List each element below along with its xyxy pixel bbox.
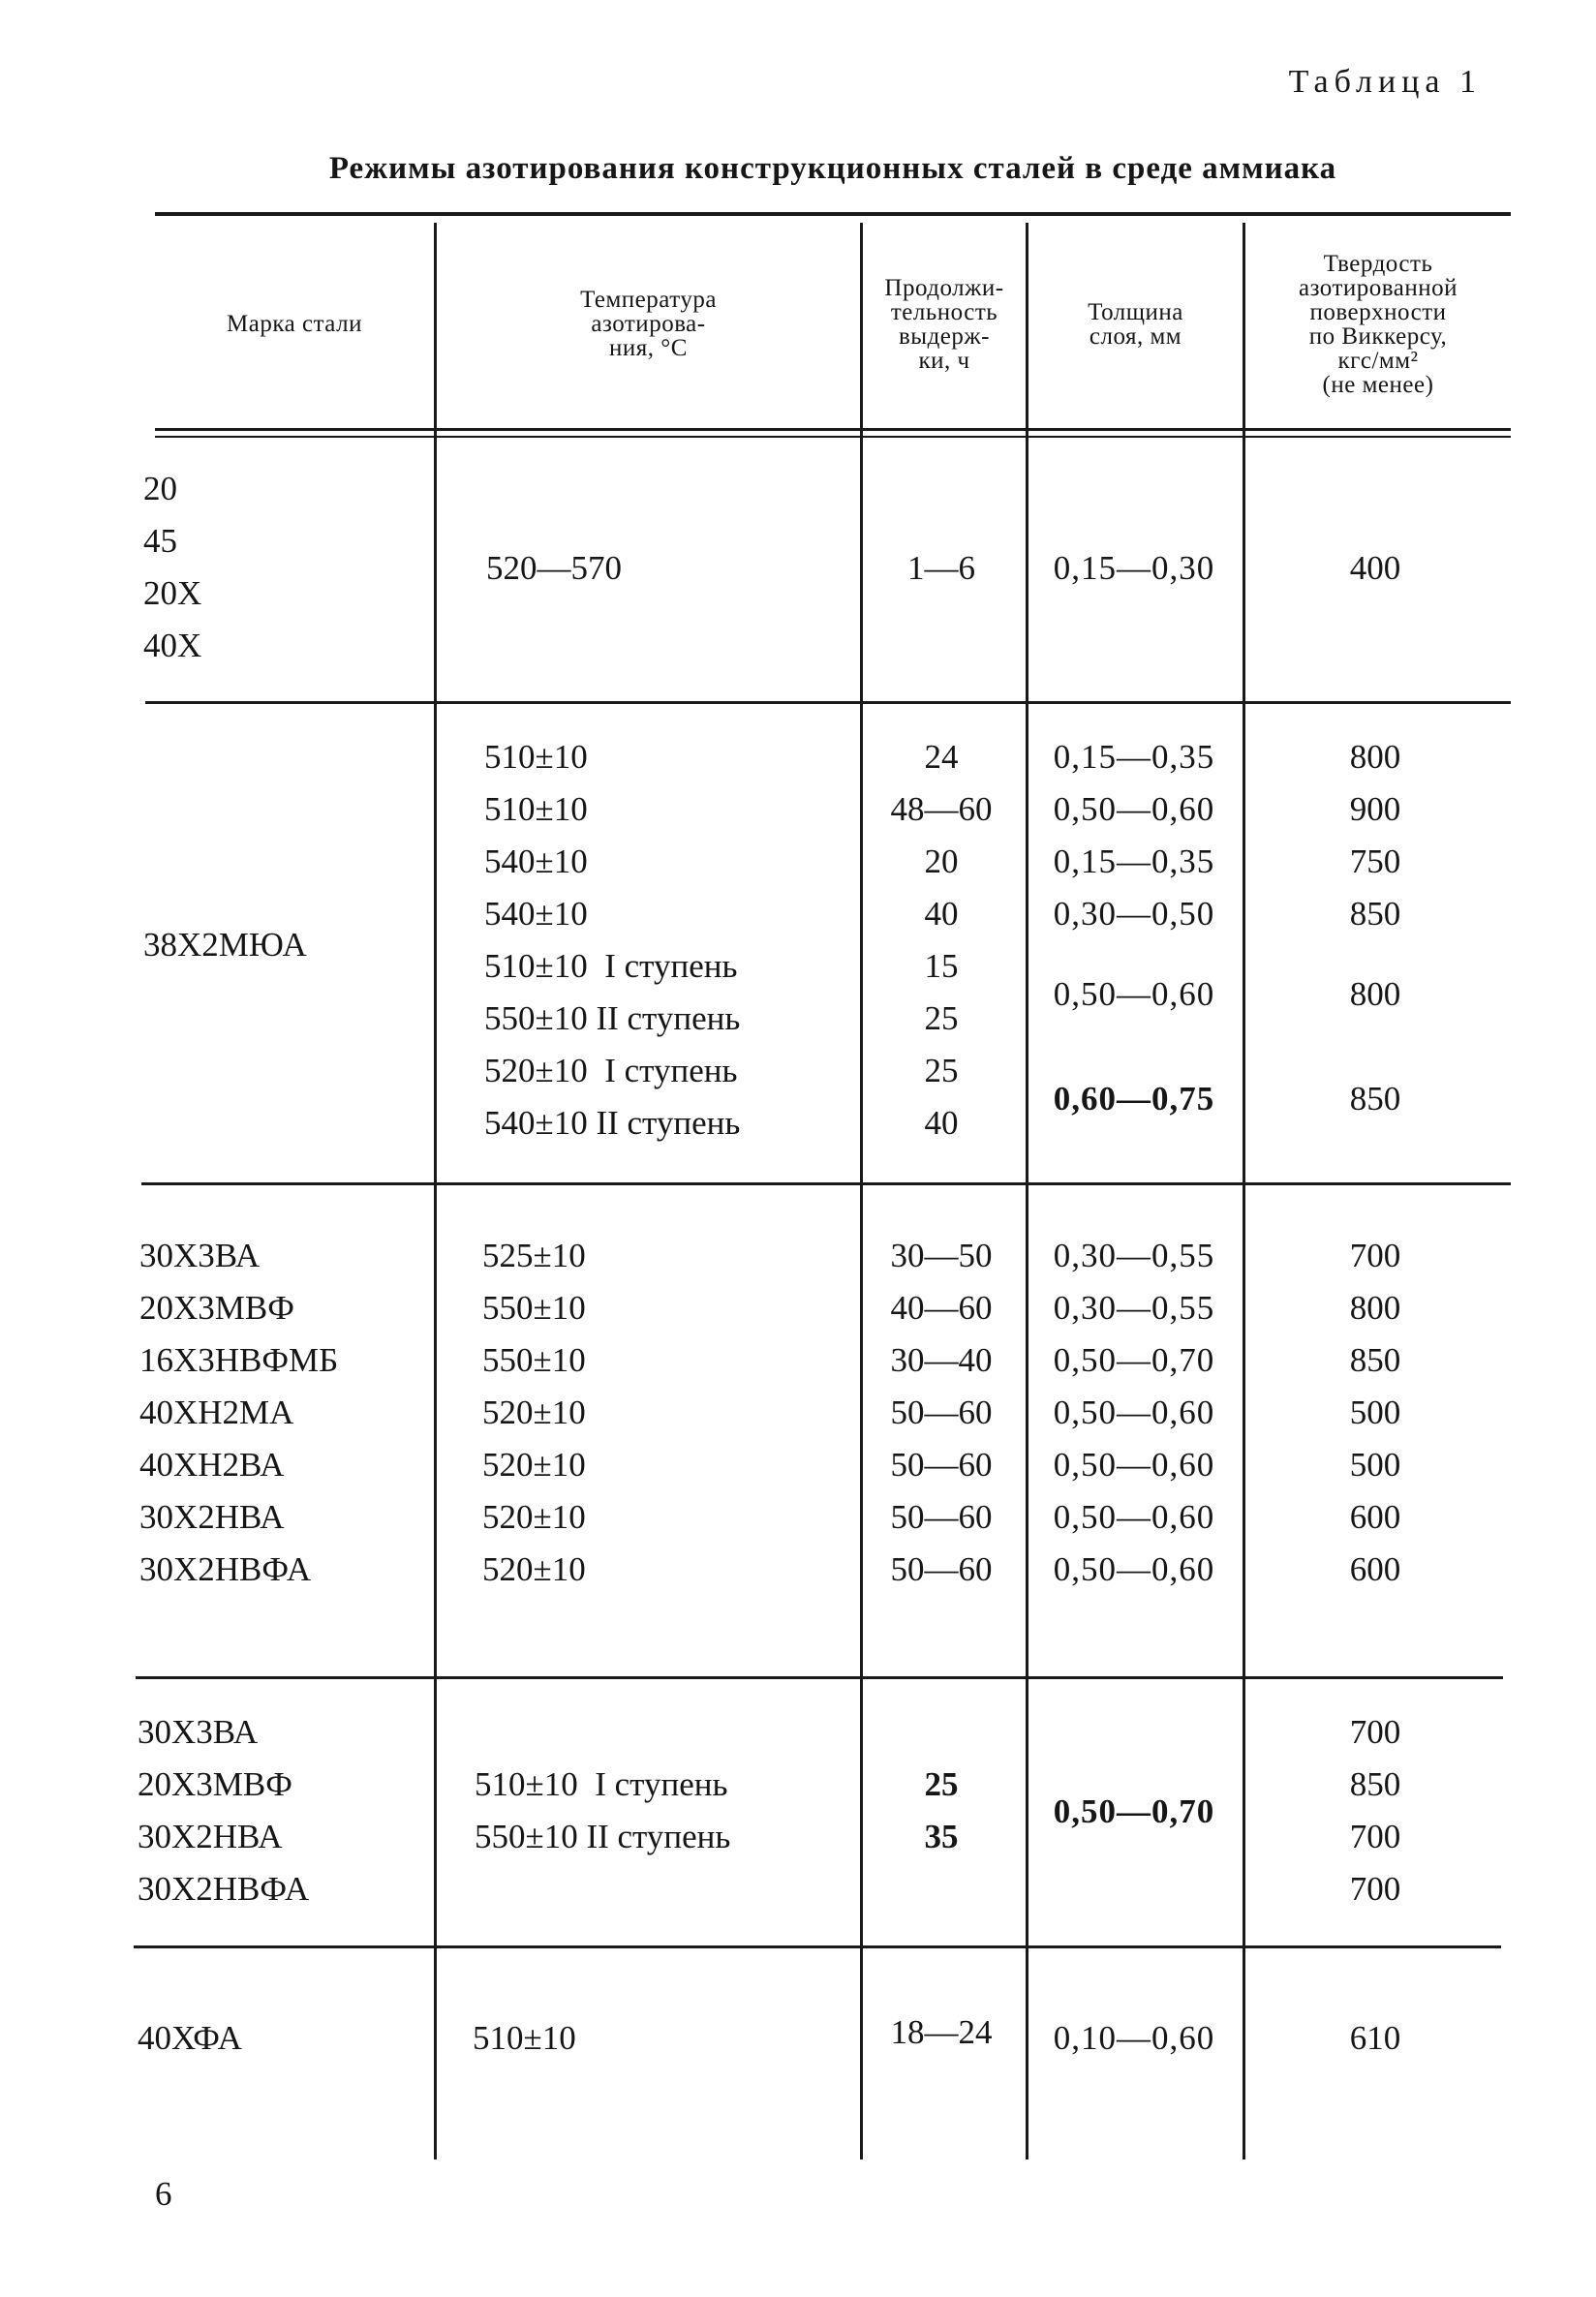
group-divider (134, 1945, 1501, 1948)
group-1-temperature: 520—570 (486, 549, 622, 587)
header-bottom-rule-1 (155, 428, 1511, 431)
group-5-temperature: 510±10 (473, 2019, 576, 2057)
header-top-rule (155, 212, 1511, 216)
group-3-duration: 30—50 40—60 30—40 50—60 50—60 50—60 50—60 (890, 1237, 993, 1588)
group-2-hardness-stage-2: 850 (1349, 1080, 1401, 1118)
group-2-hardness-stage-1: 800 (1349, 975, 1401, 1013)
header-temperature: Температура азотирова- ния, °С (580, 287, 717, 361)
group-2-temperature: 510±10 510±10 540±10 540±10 510±10 I ступень 550±10 II ступень 520±10 I ступень 540±10 II ступень (484, 738, 741, 1142)
group-1-hardness: 400 (1349, 549, 1401, 587)
group-2-duration: 24 48—60 20 40 15 25 25 40 (890, 738, 993, 1142)
group-3-hardness: 700 800 850 500 500 600 600 (1349, 1237, 1401, 1588)
table-label: Таблица 1 (1288, 64, 1482, 100)
group-5-duration: 18—24 (890, 2013, 993, 2051)
column-divider (434, 223, 437, 2159)
group-2-thickness-stage-1: 0,50—0,60 (1053, 975, 1215, 1013)
page-number: 6 (155, 2175, 172, 2213)
group-divider (141, 1182, 1511, 1185)
group-1-thickness: 0,15—0,30 (1053, 549, 1215, 587)
header-bottom-rule-2 (155, 436, 1511, 438)
group-5-grades: 40ХФА (138, 2019, 242, 2057)
group-5-thickness: 0,10—0,60 (1053, 2019, 1215, 2057)
group-2-grades: 38Х2МЮА (143, 926, 307, 964)
group-3-grades: 30Х3ВА 20Х3МВФ 16Х3НВФМБ 40ХН2МА 40ХН2ВА 30Х2НВА 30Х2НВФА (139, 1237, 339, 1588)
header-grade: Марка стали (227, 311, 362, 337)
group-divider (145, 701, 1511, 704)
column-divider (1026, 223, 1028, 2159)
group-4-temperature: 510±10 I ступень 550±10 II ступень (475, 1765, 731, 1855)
group-4-duration: 25 35 (924, 1765, 959, 1855)
header-thickness: Толщина слоя, мм (1088, 298, 1183, 350)
group-2-hardness: 800 900 750 850 (1349, 738, 1401, 933)
group-5-hardness: 610 (1349, 2019, 1401, 2057)
header-hardness: Твердость азотированной поверхности по Виккерсу, кгс/мм² (не менее) (1298, 250, 1458, 398)
group-2-thickness-stage-2: 0,60—0,75 (1053, 1080, 1215, 1118)
group-4-grades: 30Х3ВА 20Х3МВФ 30Х2НВА 30Х2НВФА (138, 1713, 310, 1908)
group-1-duration: 1—6 (907, 549, 975, 587)
group-4-thickness: 0,50—0,70 (1053, 1792, 1215, 1830)
group-4-hardness: 700 850 700 700 (1349, 1713, 1401, 1908)
group-1-grades: 20 45 20Х 40Х (143, 470, 202, 664)
group-2-thickness: 0,15—0,35 0,50—0,60 0,15—0,35 0,30—0,50 (1053, 738, 1215, 933)
header-duration: Продолжи- тельность выдерж- ки, ч (884, 274, 1004, 374)
table-title: Режимы азотирования конструкционных сталей в среде аммиака (328, 151, 1337, 186)
group-3-temperature: 525±10 550±10 550±10 520±10 520±10 520±10 520±10 (482, 1237, 586, 1588)
group-divider (136, 1676, 1503, 1679)
group-3-thickness: 0,30—0,55 0,30—0,55 0,50—0,70 0,50—0,60 0,50—0,60 0,50—0,60 0,50—0,60 (1053, 1237, 1215, 1588)
column-divider (860, 223, 863, 2159)
